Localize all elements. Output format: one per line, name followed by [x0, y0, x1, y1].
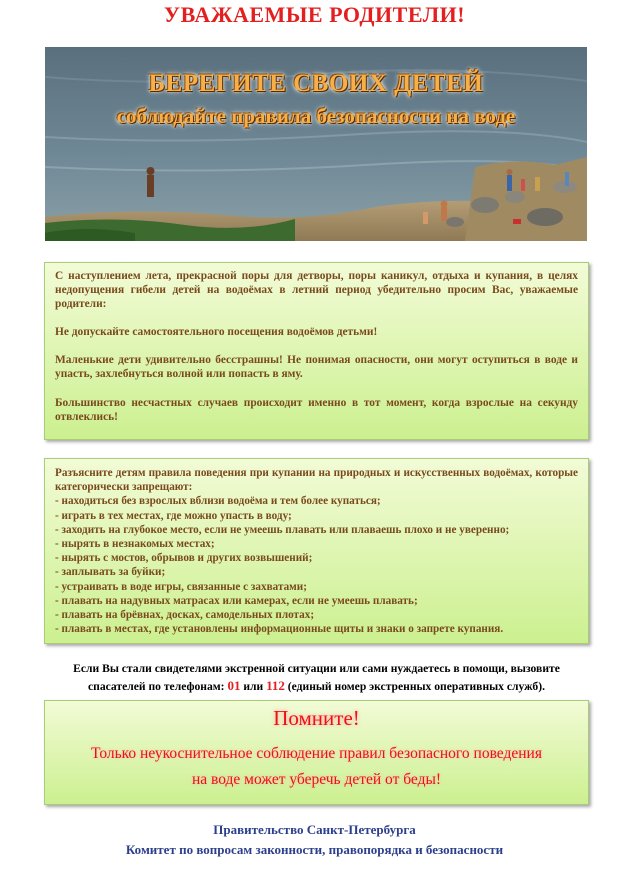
rule-item: - находиться без взрослых вблизи водоёма и тем более купаться; — [55, 495, 381, 508]
rule-item: - плавать на брёвнах, досках, самодельных плотах; — [55, 609, 315, 622]
emergency-text-after: (единый номер экстренных оперативных служб). — [284, 680, 545, 693]
emergency-notice — [44, 660, 589, 695]
rules-panel — [44, 458, 589, 644]
intro-paragraph-2: Не допускайте самостоятельного посещения водоёмов детьми! — [55, 326, 378, 339]
phone-01: 01 — [227, 678, 241, 693]
phone-112: 112 — [266, 678, 285, 693]
emergency-text-before: Если Вы стали свидетелями экстренной ситуации или сами нуждаетесь в помощи, вызовите спасателей по телефонам: — [73, 662, 560, 693]
reminder-title: Помните! — [273, 706, 360, 730]
footer-committee: Комитет по вопросам законности, правопорядка и безопасности — [125, 842, 504, 857]
intro-paragraph-1: С наступлением лета, прекрасной поры для детворы, поры каникул, отдыха и купания, в целях недопущения гибели детей на водоёмах в летний период убедительно просим Вас, уважаемые родители: — [55, 270, 578, 311]
rule-item: - устраивать в воде игры, связанные с захватами; — [55, 580, 307, 593]
intro-panel — [44, 262, 589, 440]
rule-item: - нырять с мостов, обрывов и других возвышений; — [55, 552, 313, 565]
rule-item: - играть в тех местах, где можно упасть в воду; — [55, 509, 292, 522]
emergency-text-middle: или — [240, 680, 267, 693]
reminder-line-2: на воде может уберечь детей от беды! — [191, 771, 442, 788]
footer-government: Правительство Санкт-Петербурга — [213, 822, 416, 837]
rule-item: - плавать в местах, где установлены информационные щиты и знаки о запрете купания. — [55, 623, 504, 636]
rule-item: - заходить на глубокое место, если не умеешь плавать или плаваешь плохо и не уверенно; — [55, 523, 510, 536]
banner-subheadline: соблюдайте правила безопасности на воде — [116, 104, 516, 128]
rule-item: - плавать на надувных матрасах или камерах, если не умеешь плавать; — [55, 594, 418, 607]
rules-lead: Разъясните детям правила поведения при купании на природных и искусственных водоёмах, которые категорически запрещают: — [55, 467, 578, 494]
beach-photo-banner — [45, 47, 587, 241]
intro-paragraph-3: Маленькие дети удивительно бесстрашны! Не понимая опасности, они могут оступиться в воде и упасть, захлебнуться волной или попасть в яму. — [55, 354, 578, 381]
rule-item: - заплывать за буйки; — [55, 566, 166, 579]
rule-item: - нырять в незнакомых местах; — [55, 538, 215, 551]
reminder-line-1: Только неукоснительное соблюдение правил безопасного поведения — [91, 745, 542, 762]
intro-paragraph-4: Большинство несчастных случаев происходит именно в тот момент, когда взрослые на секунду отвлеклись! — [55, 396, 578, 423]
page-title: УВАЖАЕМЫЕ РОДИТЕЛИ! — [163, 2, 466, 27]
banner-headline: БЕРЕГИТЕ СВОИХ ДЕТЕЙ — [148, 70, 484, 97]
reminder-panel — [44, 700, 589, 805]
